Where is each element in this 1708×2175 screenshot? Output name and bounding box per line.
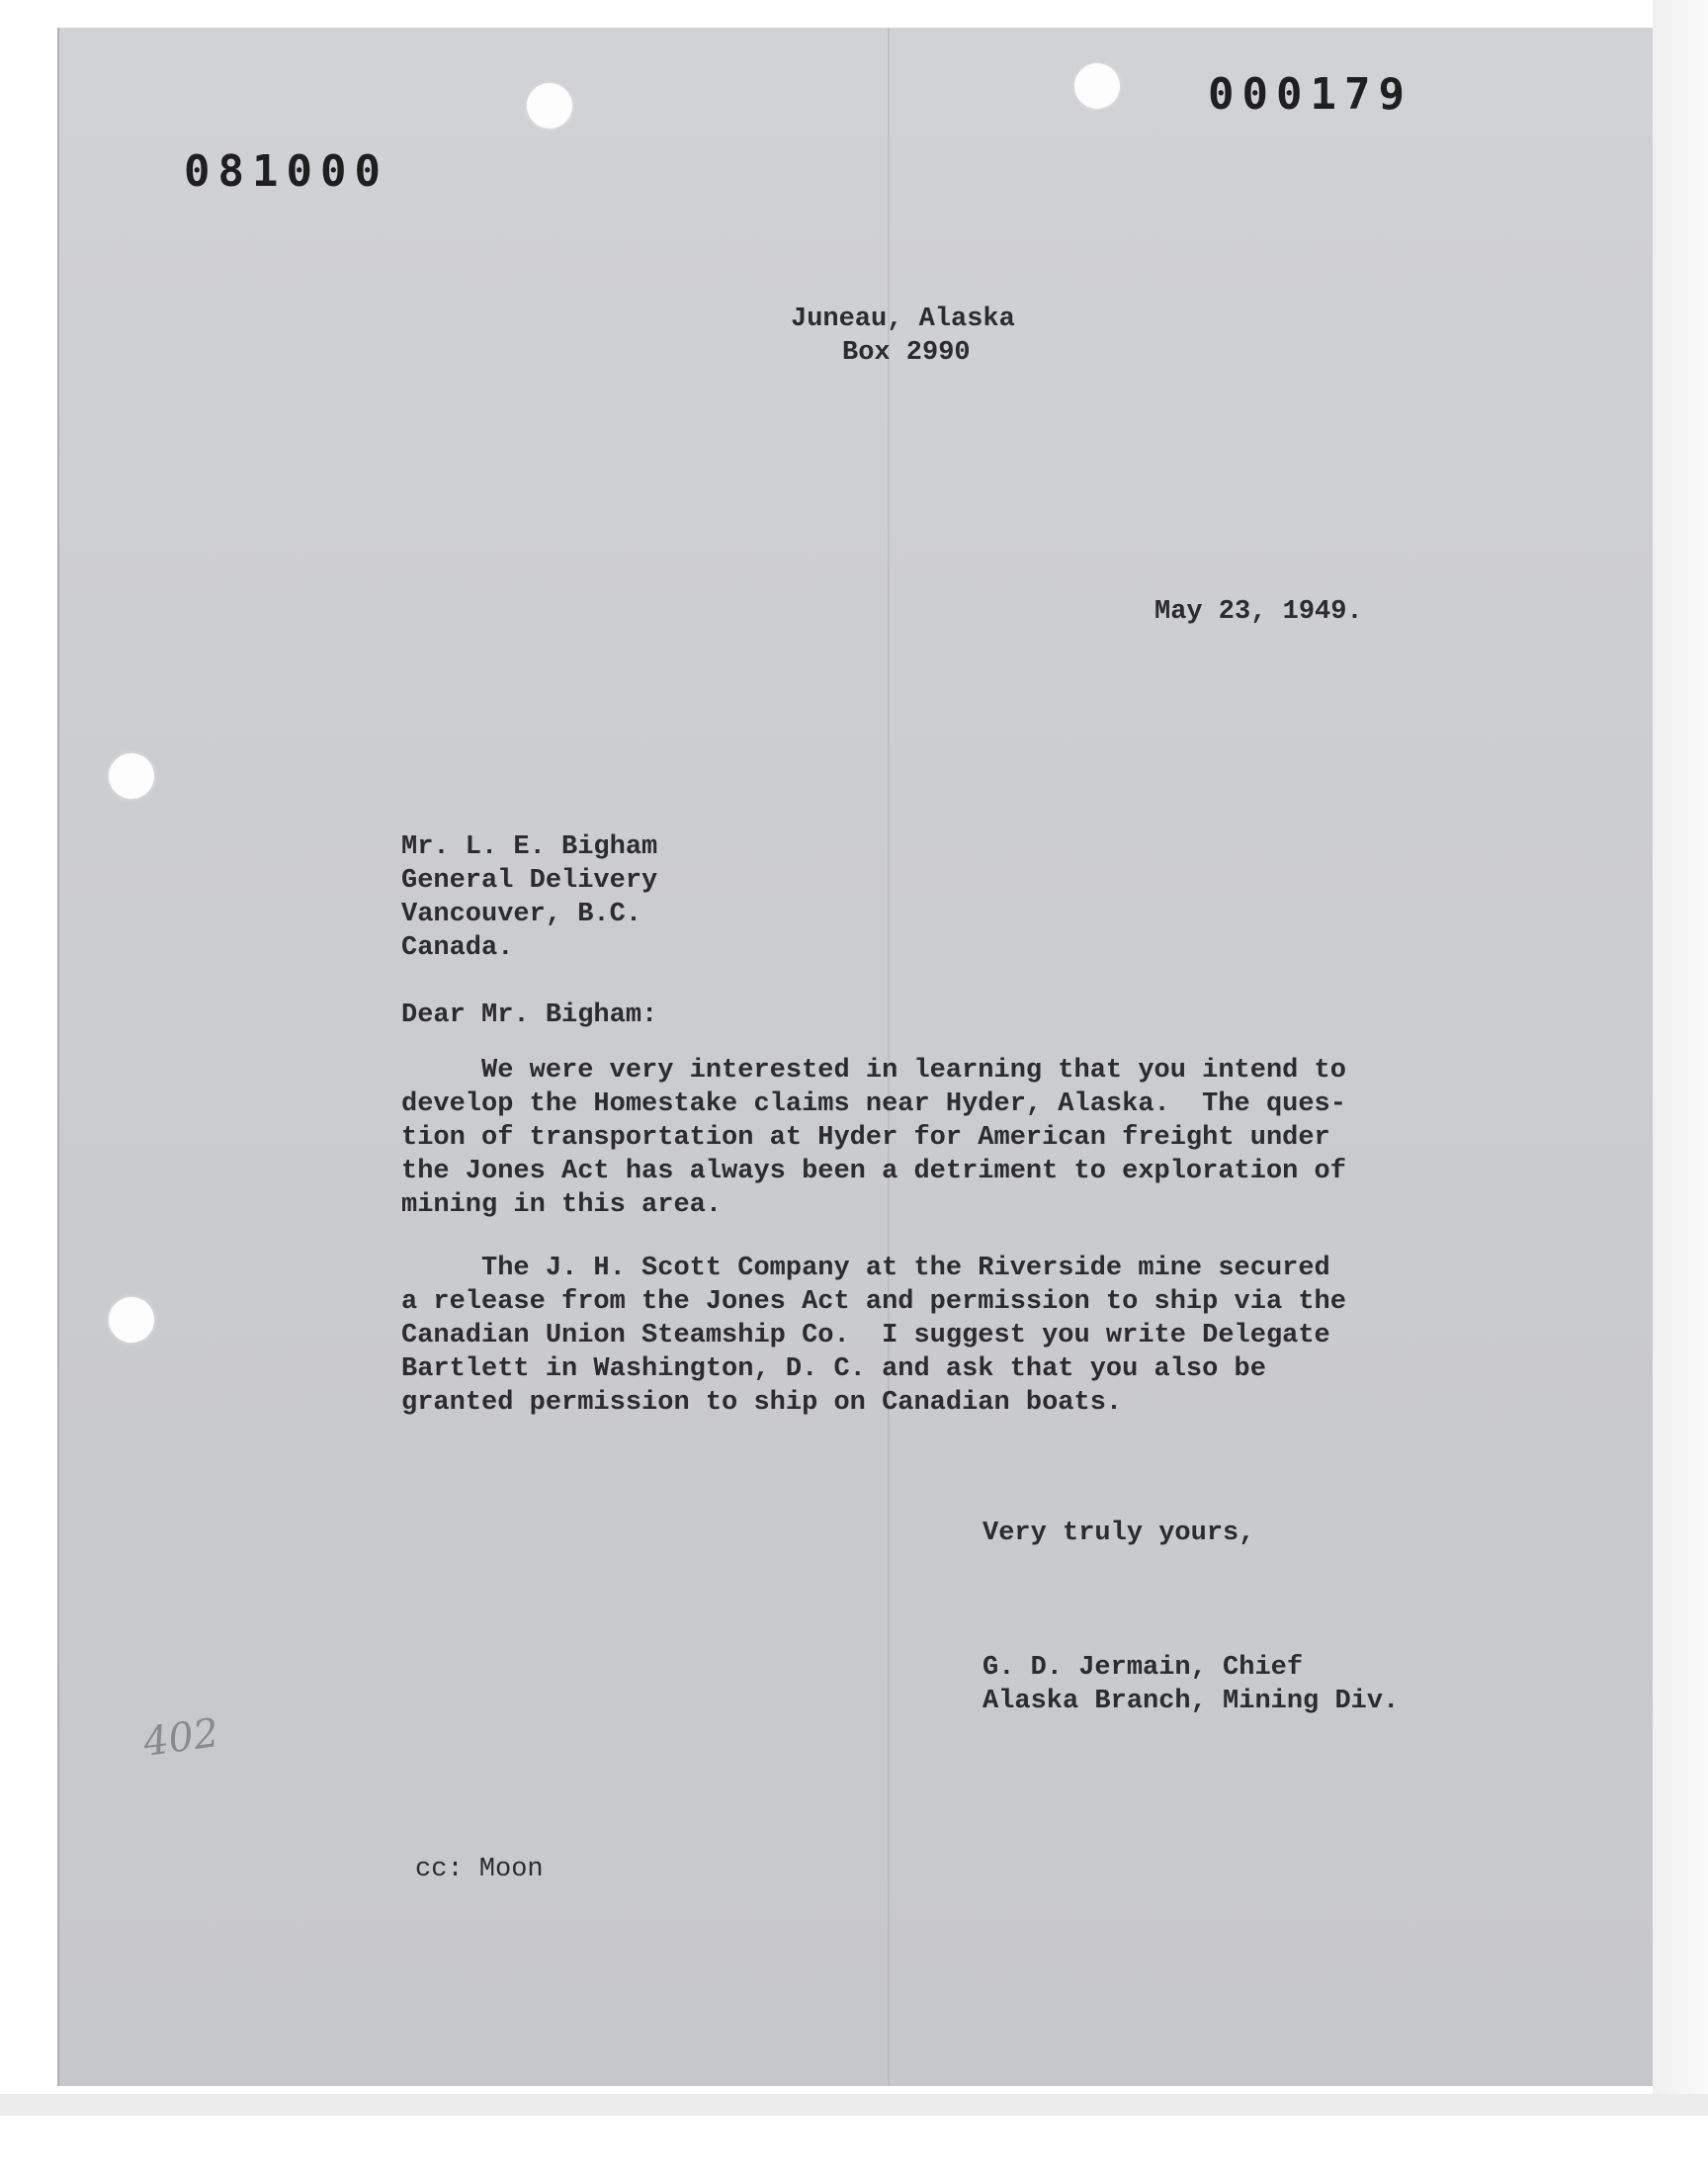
scan-margin-strip — [1653, 0, 1708, 2116]
body-line: tion of transportation at Hyder for American freight under — [401, 1123, 1330, 1153]
signature-name: G. D. Jermain, Chief — [982, 1653, 1304, 1683]
carbon-copy-line: cc: Moon — [415, 1855, 544, 1884]
body-line: Canadian Union Steamship Co. I suggest you write Delegate — [401, 1321, 1330, 1350]
letterhead-box: Box 2990 — [842, 338, 971, 368]
salutation: Dear Mr. Bigham: — [401, 1000, 658, 1030]
recipient-address-line: Canada. — [401, 933, 514, 963]
letter-date: May 23, 1949. — [1154, 597, 1363, 627]
closing: Very truly yours, — [982, 1519, 1255, 1548]
body-line: the Jones Act has always been a detriment to exploration of — [401, 1157, 1346, 1186]
body-line: We were very interested in learning that you intend to — [401, 1056, 1346, 1086]
punch-hole-top-left — [527, 83, 572, 129]
signature-title: Alaska Branch, Mining Div. — [982, 1687, 1400, 1716]
punch-hole-top-right — [1074, 63, 1120, 109]
handwritten-page-number: 402 — [140, 1709, 222, 1767]
body-line: a release from the Jones Act and permission to ship via the — [401, 1287, 1346, 1317]
body-line: develop the Homestake claims near Hyder, Alaska. The ques- — [401, 1089, 1346, 1119]
document-number-stamp: 000179 — [1208, 69, 1412, 120]
body-line: mining in this area. — [401, 1190, 723, 1220]
document-number-stamp-secondary: 081000 — [184, 146, 388, 197]
body-line: granted permission to ship on Canadian boats. — [401, 1388, 1123, 1418]
body-line: Bartlett in Washington, D. C. and ask that you also be — [401, 1354, 1266, 1384]
punch-hole-left-lower — [109, 1297, 154, 1343]
recipient-address-line: Vancouver, B.C. — [401, 900, 642, 929]
letterhead-city: Juneau, Alaska — [791, 304, 1015, 334]
punch-hole-left-upper — [109, 753, 154, 799]
body-line: The J. H. Scott Company at the Riverside mine secured — [401, 1254, 1330, 1283]
recipient-address-line: General Delivery — [401, 866, 658, 896]
recipient-name: Mr. L. E. Bigham — [401, 832, 658, 862]
scan-bottom-edge — [0, 2094, 1708, 2116]
